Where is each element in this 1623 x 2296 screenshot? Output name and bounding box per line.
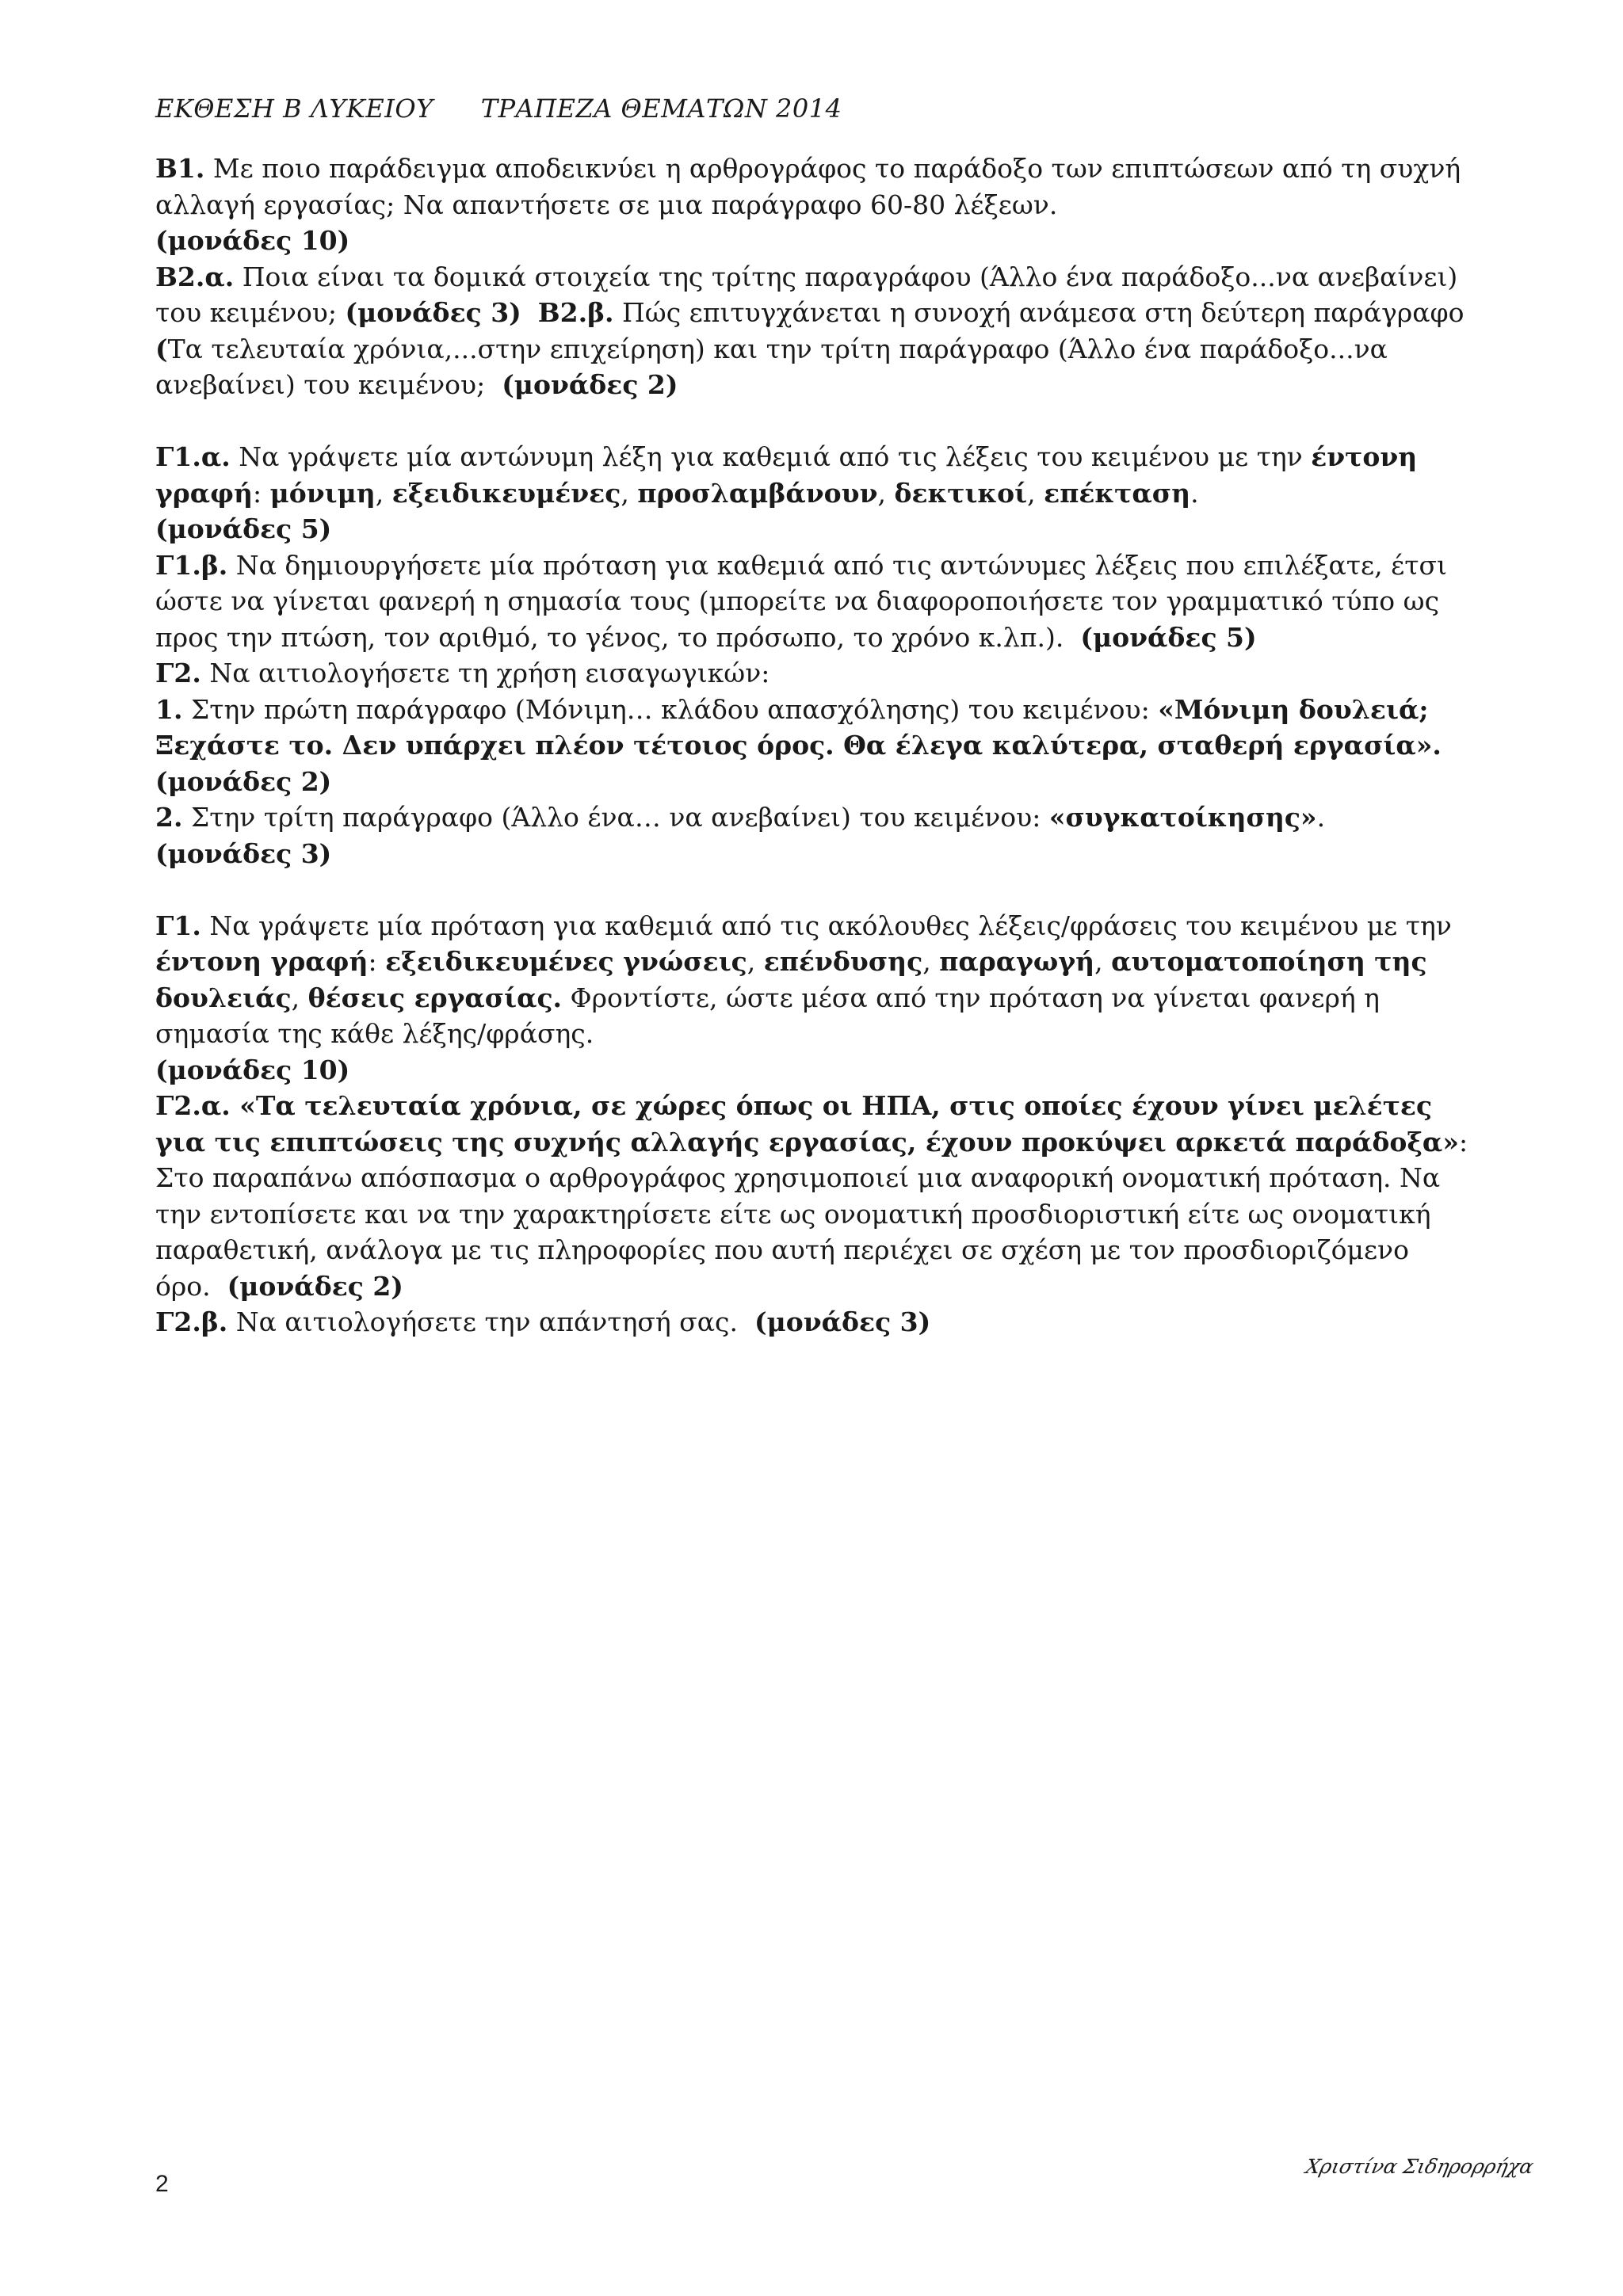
points: (μονάδες 3) bbox=[754, 1306, 931, 1337]
term: θέσεις εργασίας. bbox=[307, 982, 563, 1013]
question-text: Να αιτιολογήσετε την απάντησή σας. bbox=[227, 1306, 747, 1337]
question-text: Ποια είναι τα δομικά στοιχεία της τρίτης παραγράφου (Άλλο ένα παράδοξο...να ανεβαίνει) του κειμένου; bbox=[155, 261, 1458, 328]
question-text: Στην πρώτη παράγραφο (Μόνιμη… κλάδου απασχόλησης) του κειμένου: bbox=[182, 693, 1159, 725]
header-title-right: ΤΡΑΠΕΖΑ ΘΕΜΑΤΩΝ 2014 bbox=[480, 93, 842, 124]
term: αυτοματοποίηση της δουλειάς bbox=[155, 946, 1427, 1013]
question-text: : Στο παραπάνω απόσπασμα ο αρθρογράφος χρησιμοποιεί μια αναφορική ονοματική πρόταση. Να την εντοπίσετε και να την χαρακτηρίσετε είτε ως ονοματική προσδιοριστική είτε ως ονοματική παραθετική, ανάλογα με τις πληροφορίες που αυτή περιέχει σε σχέση με τον προσδιοριζόμενο όρο. bbox=[155, 1126, 1468, 1302]
paragraph-gap bbox=[155, 871, 1471, 908]
question-g1a bbox=[155, 439, 1471, 511]
question-text: Να δημιουργήσετε μία πρόταση για καθεμιά από τις αντώνυμες λέξεις που επιλέξατε, έτσι ώστε να γίνεται φανερή η σημασία τους (μπορείτε να διαφοροποιήσετε τον γραμματικό τύπο ως προς την πτώση, τον αριθμό, το γένος, το πρόσωπο, το χρόνο κ.λπ.). bbox=[155, 549, 1447, 653]
points-line bbox=[155, 1052, 1471, 1089]
punct: , bbox=[1027, 477, 1044, 509]
question-text: Πώς επιτυγχάνεται η συνοχή ανάμεσα στη δεύτερη παράγραφο bbox=[613, 297, 1465, 328]
term: επένδυσης bbox=[763, 946, 923, 977]
author-signature: Χριστίνα Σιδηρορρήχα bbox=[1303, 2155, 1536, 2178]
paragraph-gap bbox=[155, 403, 1471, 440]
page-number: 2 bbox=[155, 2171, 169, 2197]
question-label: Γ2.β. bbox=[155, 1306, 228, 1337]
header-title-left: ΕΚΘΕΣΗ Β ΛΥΚΕΙΟΥ bbox=[155, 93, 433, 124]
question-g2b bbox=[155, 1304, 1471, 1341]
points: (μονάδες 10) bbox=[155, 225, 350, 256]
question-b2 bbox=[155, 259, 1471, 403]
punct: , bbox=[877, 477, 895, 509]
punct: , bbox=[1094, 946, 1112, 977]
question-text: Να αιτιολογήσετε τη χρήση εισαγωγικών: bbox=[200, 658, 770, 688]
term: δεκτικοί bbox=[894, 477, 1028, 509]
term: μόνιμη bbox=[269, 477, 376, 509]
punct: : bbox=[368, 946, 386, 977]
term: επέκταση bbox=[1044, 477, 1191, 509]
term: παραγωγή bbox=[939, 946, 1095, 977]
punct: , bbox=[291, 982, 308, 1013]
points: (μονάδες 5) bbox=[155, 513, 332, 544]
punct: , bbox=[747, 946, 764, 977]
question-label: Β2.β. bbox=[537, 297, 614, 328]
question-text: Να γράψετε μία αντώνυμη λέξη για καθεμιά από τις λέξεις του κειμένου με την bbox=[230, 441, 1312, 472]
punct: . bbox=[1190, 477, 1199, 509]
points-line bbox=[155, 223, 1471, 259]
punct: , bbox=[621, 477, 638, 509]
term: προσλαμβάνουν bbox=[637, 477, 878, 509]
punct: , bbox=[922, 946, 940, 977]
question-text: Στην τρίτη παράγραφο (Άλλο ένα… να ανεβαίνει) του κειμένου: bbox=[182, 802, 1049, 833]
page-header bbox=[155, 93, 842, 124]
points-line bbox=[155, 511, 1471, 547]
punct: : bbox=[252, 477, 270, 509]
points: (μονάδες 3) bbox=[155, 837, 332, 869]
question-g2-item-2 bbox=[155, 799, 1471, 836]
question-label: Γ1.α. bbox=[155, 441, 231, 472]
punct: . bbox=[1316, 802, 1326, 833]
item-label: 1. bbox=[155, 693, 183, 725]
punct: , bbox=[375, 477, 392, 509]
bold-phrase: έντονη γραφή bbox=[155, 946, 369, 977]
paren: ( bbox=[155, 333, 168, 364]
points: (μονάδες 2) bbox=[227, 1270, 403, 1302]
question-text: Φροντίστε, ώστε μέσα από την πρόταση να γίνεται φανερή η σημασία της κάθε λέξης/φράσης. bbox=[155, 982, 1380, 1049]
question-b1 bbox=[155, 151, 1471, 223]
points: (μονάδες 10) bbox=[155, 1054, 350, 1085]
question-text: Τα τελευταία χρόνια,...στην επιχείρηση) και την τρίτη παράγραφο (Άλλο ένα παράδοξο...να ανεβαίνει) του κειμένου; bbox=[155, 333, 1388, 400]
points: (μονάδες 2) bbox=[155, 765, 332, 797]
question-label: Γ2. bbox=[155, 658, 201, 688]
question-g2-item-1 bbox=[155, 692, 1471, 800]
question-text: Να γράψετε μία πρόταση για καθεμιά από τις ακόλουθες λέξεις/φράσεις του κειμένου με την bbox=[200, 910, 1452, 941]
points: (μονάδες 5) bbox=[1080, 621, 1257, 653]
document-body bbox=[155, 151, 1471, 1341]
question-label: Γ1. bbox=[155, 910, 201, 941]
points-line bbox=[155, 836, 1471, 872]
points: (μονάδες 3) bbox=[345, 297, 521, 328]
question-g2a bbox=[155, 1088, 1471, 1304]
question-text: Με ποιο παράδειγμα αποδεικνύει η αρθρογράφος το παράδοξο των επιπτώσεων από τη συχνή αλλαγή εργασίας; Να απαντήσετε σε μια παράγραφο 60-80 λέξεων. bbox=[155, 153, 1461, 220]
term: εξειδικευμένες bbox=[391, 477, 621, 509]
term: εξειδικευμένες γνώσεις bbox=[385, 946, 747, 977]
question-label: Β1. bbox=[155, 153, 205, 184]
quoted-text: «Τα τελευταία χρόνια, σε χώρες όπως οι ΗΠΑ, στις οποίες έχουν γίνει μελέτες για τις επιπτώσεις της συχνής αλλαγής εργασίας, έχουν προκύψει αρκετά παράδοξα» bbox=[155, 1090, 1459, 1158]
question-label: Β2.α. bbox=[155, 261, 235, 292]
question-g1b bbox=[155, 547, 1471, 656]
question-label: Γ1.β. bbox=[155, 549, 228, 581]
question-label: Γ2.α. bbox=[155, 1090, 231, 1121]
question-g1-second bbox=[155, 908, 1471, 1052]
question-g2 bbox=[155, 655, 1471, 692]
bold-phrase: έντονη γραφή bbox=[155, 441, 1418, 509]
item-label: 2. bbox=[155, 802, 183, 833]
points: (μονάδες 2) bbox=[502, 369, 678, 400]
quoted-text: «Μόνιμη δουλειά; Ξεχάστε το. Δεν υπάρχει πλέον τέτοιος όρος. Θα έλεγα καλύτερα, σταθερή εργασία». bbox=[155, 693, 1442, 761]
quoted-text: «συγκατοίκησης» bbox=[1048, 802, 1317, 833]
